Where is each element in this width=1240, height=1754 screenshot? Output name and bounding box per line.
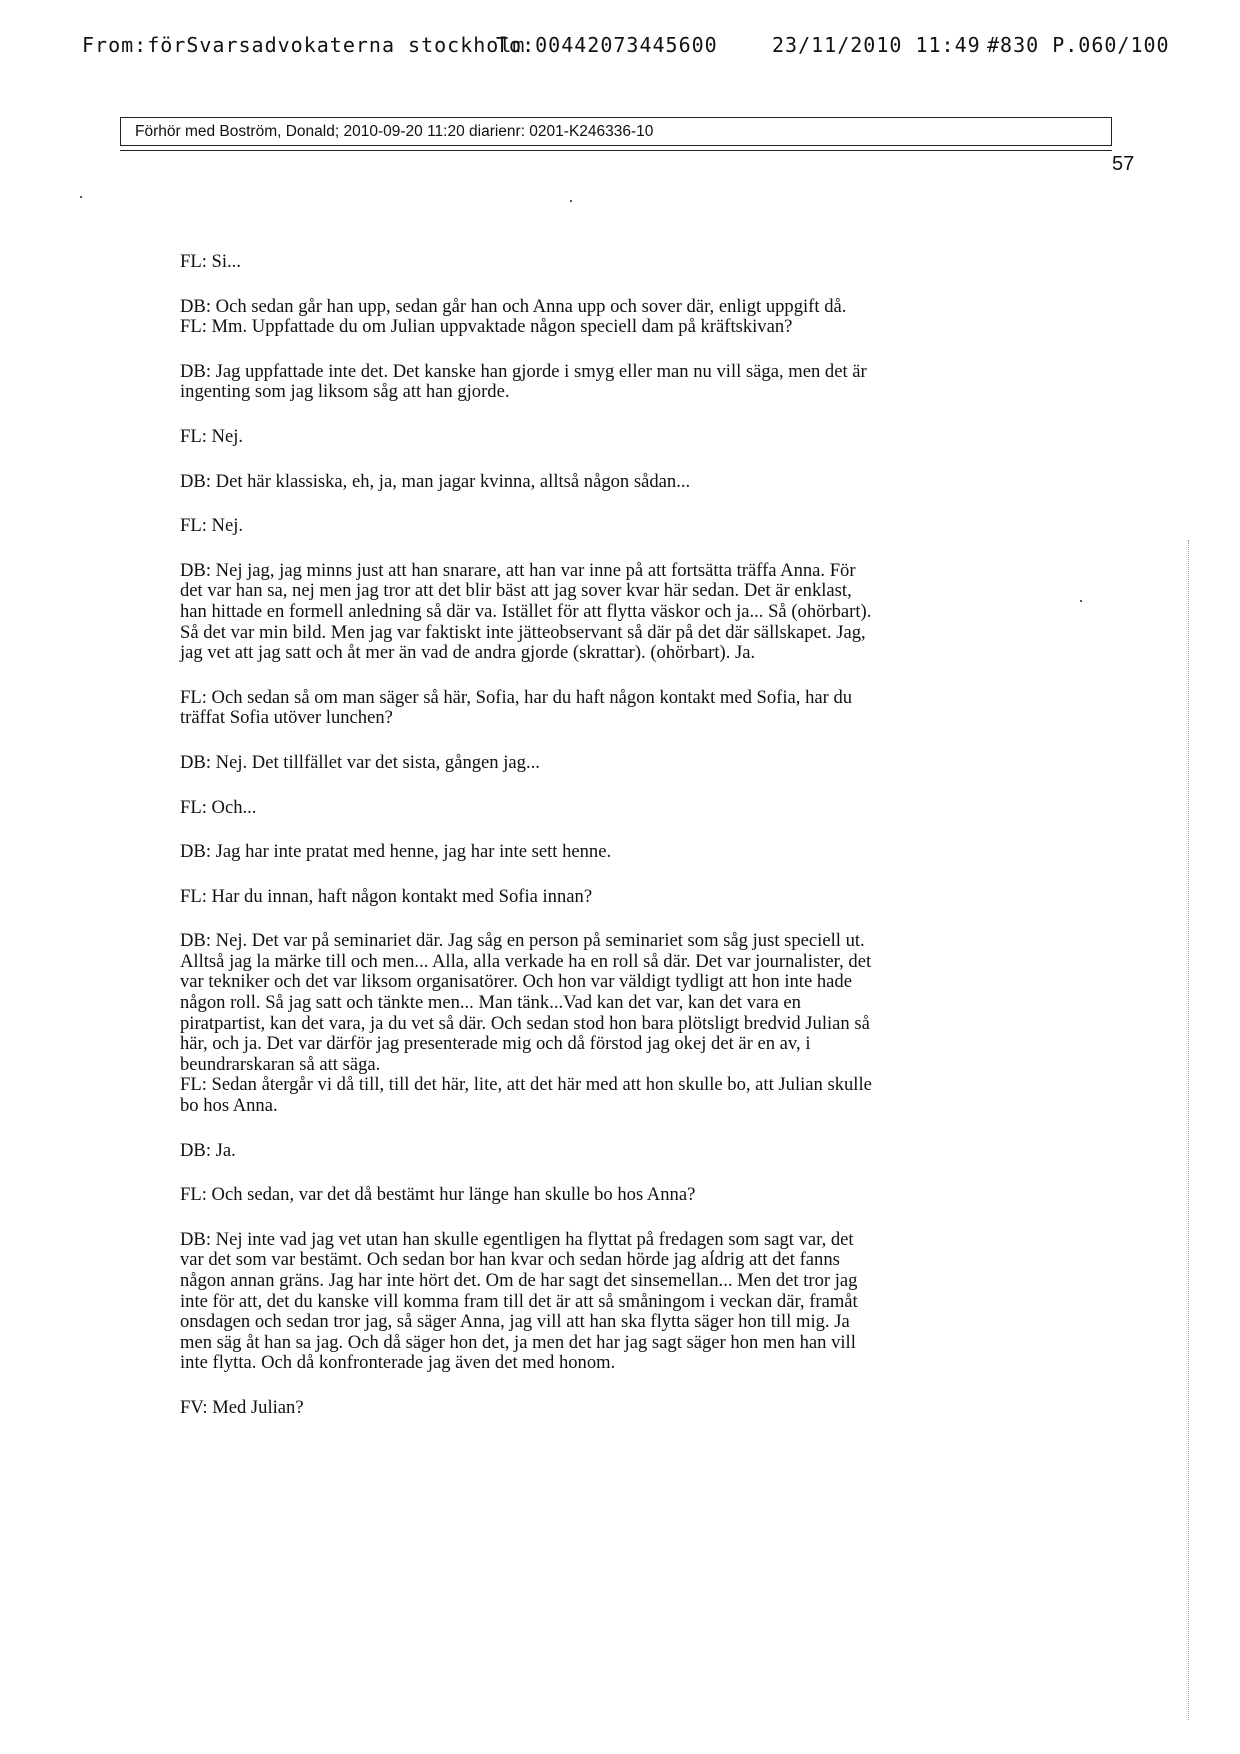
- transcript-paragraph: DB: Nej jag, jag minns just att han snarare, att han var inne på att fortsätta träffa Anna. För det var han sa, nej men jag tror att det blir bäst att jag sover kvar här sedan. Det är enklast, han hittade en formell anledning så där va. Istället för att flytta väskor och ja... Så (ohörbart). Så det var min bild. Men jag var faktiskt inte jätteobservant så där på det där sällskapet. Jag, jag vet att jag satt och åt mer än vad de andra gjorde (skrattar). (ohörbart). Ja.: [180, 559, 872, 664]
- paragraph-gap: [180, 818, 1050, 842]
- header-rule: [120, 150, 1112, 151]
- scan-speck: [570, 200, 572, 202]
- paragraph-gap: [180, 492, 1050, 516]
- paragraph-gap: [180, 664, 1050, 688]
- paragraph-gap: [180, 1161, 1050, 1185]
- transcript-paragraph: FL: Och sedan, var det då bestämt hur länge han skulle bo hos Anna?: [180, 1184, 696, 1206]
- transcript-paragraph: FL: Nej.: [180, 425, 244, 447]
- transcript-paragraph: FL: Har du innan, haft någon kontakt med Sofia innan?: [180, 885, 593, 907]
- paragraph-gap: [180, 863, 1050, 887]
- transcript-paragraph: DB: Nej inte vad jag vet utan han skulle egentligen ha flyttat på fredagen som sagt var, det var det som var bestämt. Och sedan bor han kvar och sedan hörde jag aldrig att det fanns någon annan gräns. Jag har inte hört det. Om de har sagt det sinsemellan... Men det tror jag inte för att, det du kanske vill komma fram till det är att så småningom i veckan där, framåt onsdagen och sedan tror jag, så säger Anna, jag vill att han ska flytta säger hon till mig. Ja men säg åt han sa jag. Och då säger hon det, ja men det har jag sagt säger hon men han vill inte flytta. Och då konfronterade jag även det med honom.: [180, 1228, 858, 1374]
- transcript-paragraph: FL: Och...: [180, 796, 257, 818]
- page-number: 57: [1112, 153, 1135, 175]
- paragraph-gap: [180, 273, 1050, 297]
- paragraph-gap: [180, 338, 1050, 362]
- fax-to: To:00442073445600: [496, 33, 718, 57]
- transcript-paragraph: DB: Ja.: [180, 1139, 236, 1161]
- paragraph-gap: [180, 907, 1050, 931]
- paragraph-gap: [180, 1374, 1050, 1398]
- transcript-paragraph: DB: Nej. Det var på seminariet där. Jag såg en person på seminariet som såg just speciell ut. Alltså jag la märke till och men... Alla, alla verkade ha en roll så där. Det var journalister, det var tekniker och det var liksom organisatörer. Och hon var väldigt tydligt att hon inte hade någon roll. Så jag satt och tänkte men... Man tänk...Vad kan det var, kan det vara en piratpartist, kan det vara, ja du vet så där. Och sedan stod hon bara plötsligt bredvid Julian så här, och ja. Det var därför jag presenterade mig och då förstod jag okej det är en av, i beundrarskaran så att säga.: [180, 930, 872, 1075]
- transcript-paragraph: FL: Nej.: [180, 515, 244, 537]
- document-header: Förhör med Boström, Donald; 2010-09-20 11:20 diarienr: 0201-K246336-10: [135, 123, 654, 140]
- transcript-paragraph: FL: Sedan återgår vi då till, till det här, lite, att det här med att hon skulle bo, att Julian skulle bo hos Anna.: [180, 1074, 872, 1117]
- paragraph-gap: [180, 729, 1050, 753]
- paragraph-gap: [180, 403, 1050, 427]
- transcript-paragraph: FL: Mm. Uppfattade du om Julian uppvaktade någon speciell dam på kräftskivan?: [180, 316, 793, 338]
- transcript-paragraph: FV: Med Julian?: [180, 1396, 304, 1418]
- paragraph-gap: [180, 1206, 1050, 1230]
- scan-edge-line: [1188, 540, 1189, 1720]
- paragraph-gap: [180, 537, 1050, 561]
- transcript-paragraph: DB: Nej. Det tillfället var det sista, gången jag...: [180, 751, 540, 773]
- paragraph-gap: [180, 448, 1050, 472]
- paragraph-gap: [180, 774, 1050, 798]
- fax-datetime: 23/11/2010 11:49: [772, 33, 981, 57]
- transcript-paragraph: DB: Jag uppfattade inte det. Det kanske han gjorde i smyg eller man nu vill säga, men det är ingenting som jag liksom såg att han gjorde.: [180, 360, 867, 403]
- transcript-paragraph: FL: Och sedan så om man säger så här, Sofia, har du haft någon kontakt med Sofia, har du träffat Sofia utöver lunchen?: [180, 686, 853, 729]
- scan-speck: [80, 196, 82, 198]
- scan-speck: [1080, 600, 1082, 602]
- transcript-paragraph: DB: Det här klassiska, eh, ja, man jagar kvinna, alltså någon sådan...: [180, 470, 691, 492]
- transcript-paragraph: DB: Jag har inte pratat med henne, jag har inte sett henne.: [180, 841, 612, 863]
- transcript-body: [180, 252, 1050, 1419]
- paragraph-gap: [180, 1117, 1050, 1141]
- transcript-paragraph: DB: Och sedan går han upp, sedan går han och Anna upp och sover där, enligt uppgift då.: [180, 295, 847, 317]
- document-header-box: [120, 117, 1112, 146]
- fax-page-ref: #830 P.060/100: [987, 33, 1170, 57]
- transcript-paragraph: FL: Si...: [180, 251, 241, 272]
- fax-from: From:förSvarsadvokaterna stockholm: [82, 33, 526, 57]
